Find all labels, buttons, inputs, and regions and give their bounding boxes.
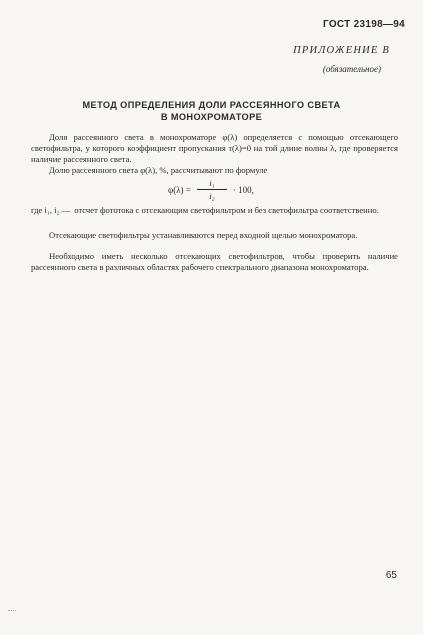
formula-lhs: φ(λ) =: [168, 184, 191, 195]
section-title: [0, 99, 423, 123]
standard-code: ГОСТ 23198—94: [322, 19, 405, 30]
formula: [168, 178, 254, 201]
fraction-bar: [197, 189, 227, 190]
page-number: 65: [385, 570, 397, 581]
paragraph-filter-placement: Отсекающие светофильтры устанавливаются перед входной щелью монохроматора.: [49, 230, 358, 240]
section-title-line-2: В МОНОХРОМАТОРЕ: [160, 112, 263, 122]
formula-numerator: i₁: [209, 178, 215, 188]
paragraph-formula-intro: Долю рассеянного света φ(λ), %, рассчитывают по формуле: [49, 165, 268, 175]
appendix-label: ПРИЛОЖЕНИЕ В: [293, 45, 390, 56]
formula-legend-description: отсчет фототока с отсекающим светофильтром и без светофильтра соответственно.: [74, 205, 379, 215]
appendix-status: (обязательное): [322, 64, 381, 74]
formula-rhs: · 100,: [232, 184, 254, 195]
section-title-line-1: МЕТОД ОПРЕДЕЛЕНИЯ ДОЛИ РАССЕЯННОГО СВЕТА: [82, 100, 341, 110]
formula-denominator: i₂: [209, 191, 215, 201]
formula-fraction: [197, 178, 227, 201]
formula-legend: [31, 205, 398, 216]
formula-legend-symbols: где i₁, i₂ —: [31, 205, 71, 215]
scan-artifact: [8, 610, 16, 613]
paragraph-stray-light-definition: Доля рассеянного света в монохроматоре φ(λ) определяется с помощью отсекающего светофильтра, у которого коэффициент пропускания τ(λ)=0 на той длине волны λ, где проверяется наличие рассеянного света.: [31, 132, 398, 165]
paragraph-multiple-filters: Необходимо иметь несколько отсекающих светофильтров, чтобы проверить наличие рассеянного света в различных областях рабочего спектрального диапазона монохроматора.: [31, 251, 398, 273]
